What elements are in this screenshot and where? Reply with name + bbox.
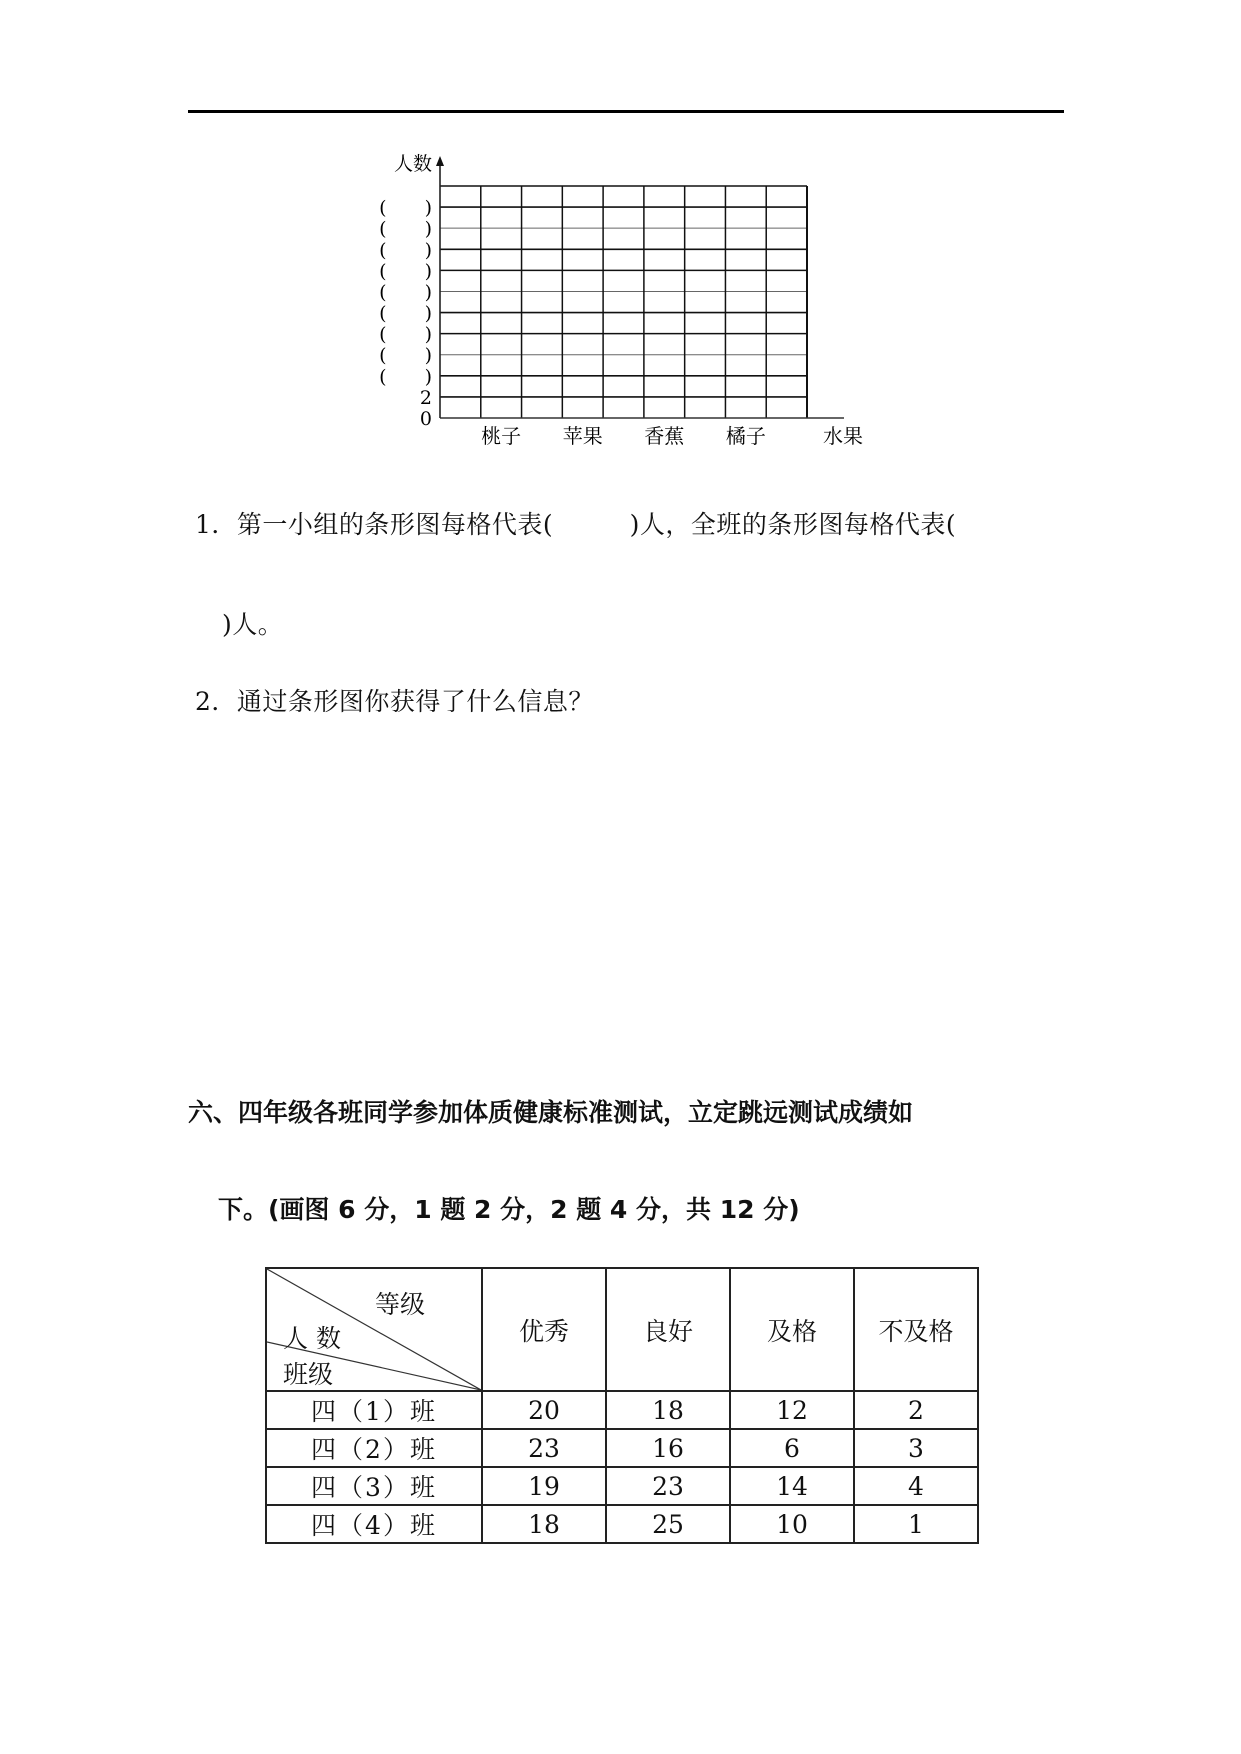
x-axis-label: 水果 bbox=[823, 424, 863, 448]
y-axis-label: 人数 bbox=[393, 153, 432, 175]
value-cell: 1 bbox=[854, 1505, 978, 1543]
chart-canvas bbox=[360, 140, 863, 460]
value-cell: 16 bbox=[606, 1429, 730, 1467]
y-tick-label: ( ) bbox=[379, 281, 432, 304]
section-6-heading-line-2: 下。(画图 6 分，1 题 2 分，2 题 4 分，共 12 分) bbox=[218, 1195, 800, 1224]
corner-label-count: 人 数 bbox=[283, 1324, 341, 1353]
value-cell: 6 bbox=[730, 1429, 854, 1467]
value-cell: 18 bbox=[606, 1391, 730, 1429]
long-jump-score-table bbox=[265, 1267, 979, 1544]
question-1-line-1: 1．第一小组的条形图每格代表( )人，全班的条形图每格代表( bbox=[195, 510, 957, 539]
value-cell: 10 bbox=[730, 1505, 854, 1543]
value-cell: 25 bbox=[606, 1505, 730, 1543]
y-tick-label: 2 bbox=[419, 386, 432, 409]
table-row bbox=[266, 1391, 978, 1429]
x-category-label: 苹果 bbox=[562, 424, 603, 448]
value-cell: 23 bbox=[606, 1467, 730, 1505]
header-fail: 不及格 bbox=[854, 1268, 978, 1391]
value-cell: 20 bbox=[482, 1391, 606, 1429]
table-header-row bbox=[266, 1268, 978, 1391]
question-2: 2．通过条形图你获得了什么信息？ bbox=[195, 687, 594, 716]
header-excellent: 优秀 bbox=[482, 1268, 606, 1391]
corner-label-grade: 等级 bbox=[375, 1290, 426, 1319]
corner-label-class: 班级 bbox=[283, 1360, 334, 1389]
value-cell: 18 bbox=[482, 1505, 606, 1543]
header-good: 良好 bbox=[606, 1268, 730, 1391]
blank-bar-chart bbox=[360, 140, 863, 460]
class-name: 四（3）班 bbox=[266, 1467, 482, 1505]
value-cell: 3 bbox=[854, 1429, 978, 1467]
x-category-label: 香蕉 bbox=[644, 424, 685, 448]
value-cell: 14 bbox=[730, 1467, 854, 1505]
x-category-label: 桃子 bbox=[481, 424, 522, 448]
value-cell: 23 bbox=[482, 1429, 606, 1467]
y-tick-label: ( ) bbox=[379, 197, 432, 220]
y-tick-label: ( ) bbox=[379, 239, 432, 262]
x-category-label: 橘子 bbox=[725, 424, 766, 448]
class-name: 四（4）班 bbox=[266, 1505, 482, 1543]
value-cell: 12 bbox=[730, 1391, 854, 1429]
value-cell: 2 bbox=[854, 1391, 978, 1429]
value-cell: 4 bbox=[854, 1467, 978, 1505]
page-top-rule bbox=[188, 110, 1064, 113]
section-6-heading-line-1: 六、四年级各班同学参加体质健康标准测试，立定跳远测试成绩如 bbox=[188, 1098, 914, 1127]
y-tick-label: 0 bbox=[419, 408, 432, 430]
value-cell: 19 bbox=[482, 1467, 606, 1505]
y-axis-arrow-icon bbox=[436, 156, 444, 166]
header-pass: 及格 bbox=[730, 1268, 854, 1391]
y-tick-label: ( ) bbox=[379, 344, 432, 367]
y-tick-label: ( ) bbox=[379, 218, 432, 241]
table-corner-cell bbox=[266, 1268, 482, 1391]
class-name: 四（2）班 bbox=[266, 1429, 482, 1467]
y-tick-label: ( ) bbox=[379, 365, 432, 388]
question-1-line-2: )人。 bbox=[222, 610, 284, 639]
table-row bbox=[266, 1505, 978, 1543]
y-tick-label: ( ) bbox=[379, 260, 432, 283]
y-tick-label: ( ) bbox=[379, 323, 432, 346]
class-name: 四（1）班 bbox=[266, 1391, 482, 1429]
table-row bbox=[266, 1467, 978, 1505]
y-tick-label: ( ) bbox=[379, 302, 432, 325]
table-row bbox=[266, 1429, 978, 1467]
